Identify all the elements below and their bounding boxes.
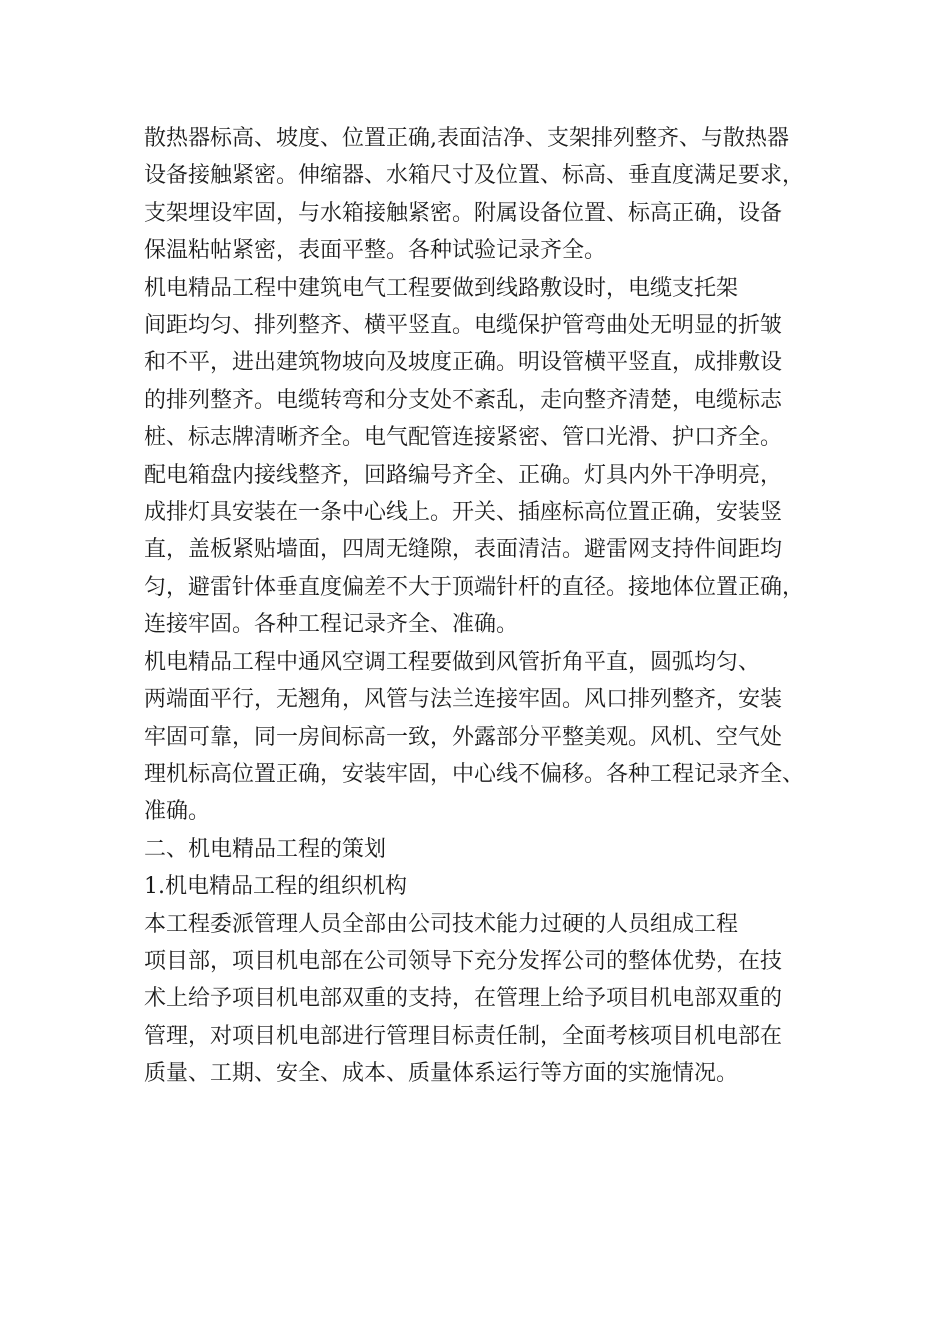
section-heading: 二、机电精品工程的策划 (144, 836, 387, 862)
text-line: 间距均匀、排列整齐、横平竖直。电缆保护管弯曲处无明显的折皱 (144, 313, 783, 339)
text-line: 和不平，进出建筑物坡向及坡度正确。明设管横平竖直，成排敷设 (144, 350, 783, 376)
document-body (144, 120, 824, 1093)
text-line: 配电箱盘内接线整齐，回路编号齐全、正确。灯具内外干净明亮， (144, 462, 783, 488)
text-line: 直，盖板紧贴墙面，四周无缝隙，表面清洁。避雷网支持件间距均 (144, 537, 783, 563)
text-line: 的排列整齐。电缆转弯和分支处不紊乱，走向整齐清楚，电缆标志 (144, 387, 783, 413)
text-line: 支架埋设牢固，与水箱接触紧密。附属设备位置、标高正确，设备 (144, 200, 783, 226)
text-line: 成排灯具安装在一条中心线上。开关、插座标高位置正确，安装竖 (144, 500, 783, 526)
text-line: 术上给予项目机电部双重的支持，在管理上给予项目机电部双重的 (144, 986, 783, 1012)
paragraph-start-line: 机电精品工程中建筑电气工程要做到线路敷设时，电缆支托架 (144, 275, 739, 301)
text-line: 项目部，项目机电部在公司领导下充分发挥公司的整体优势，在技 (144, 948, 783, 974)
text-line: 设备接触紧密。伸缩器、水箱尺寸及位置、标高、垂直度满足要求， (144, 163, 805, 189)
text-line: 桩、标志牌清晰齐全。电气配管连接紧密、管口光滑、护口齐全。 (144, 425, 783, 451)
text-line: 准确。 (144, 799, 211, 825)
text-line: 保温粘帖紧密，表面平整。各种试验记录齐全。 (144, 238, 607, 264)
text-line: 散热器标高、坡度、位置正确,表面洁净、支架排列整齐、与散热器 (144, 126, 789, 151)
text-line: 管理，对项目机电部进行管理目标责任制，全面考核项目机电部在 (144, 1023, 783, 1049)
text-line: 匀，避雷针体垂直度偏差不大于顶端针杆的直径。接地体位置正确， (144, 574, 805, 600)
text-line: 质量、工期、安全、成本、质量体系运行等方面的实施情况。 (144, 1061, 739, 1087)
paragraph-start-line: 本工程委派管理人员全部由公司技术能力过硬的人员组成工程 (144, 911, 739, 937)
text-line: 连接牢固。各种工程记录齐全、准确。 (144, 612, 519, 638)
text-line: 理机标高位置正确，安装牢固，中心线不偏移。各种工程记录齐全、 (144, 761, 805, 787)
text-line: 牢固可靠，同一房间标高一致，外露部分平整美观。风机、空气处 (144, 724, 783, 750)
subsection-heading: 1.机电精品工程的组织机构 (144, 874, 407, 900)
paragraph-start-line: 机电精品工程中通风空调工程要做到风管折角平直，圆弧均匀、 (144, 649, 761, 675)
text-line: 两端面平行，无翘角，风管与法兰连接牢固。风口排列整齐，安装 (144, 687, 783, 713)
